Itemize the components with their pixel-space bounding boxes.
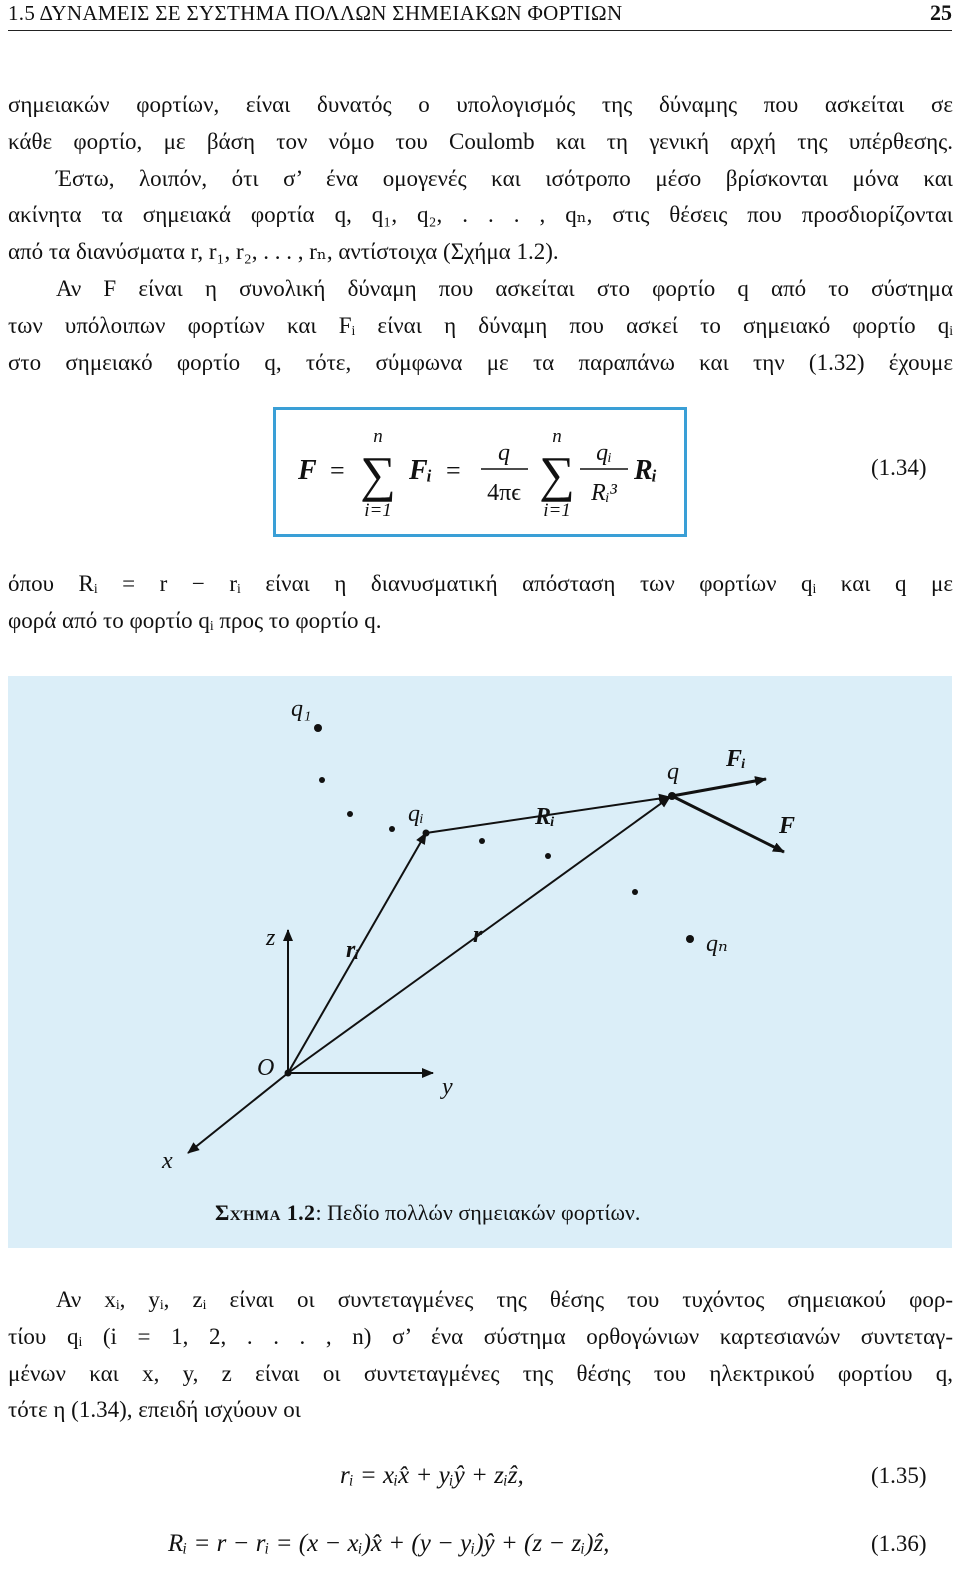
charge-dot (479, 838, 485, 844)
text-line: από τα διανύσματα r, r₁, r₂, . . . , rₙ, αντίστοιχα (Σχήμα 1.2). (8, 239, 559, 265)
eq-Fi: Fᵢ (409, 455, 433, 486)
page-number: 25 (930, 0, 952, 25)
label-Fi: Fᵢ (726, 746, 747, 772)
figure-1-2 (8, 676, 952, 1248)
text-line: τίου qᵢ (i = 1, 2, . . . , n) σ’ ένα σύστημα ορθογώνιων καρτεσιανών συντεταγ- (8, 1323, 953, 1349)
charge-q-dot (668, 792, 676, 800)
sum-bottom: i=1 (364, 500, 392, 521)
label-ri: rᵢ (346, 937, 360, 963)
sum-bottom-2: i=1 (543, 500, 571, 521)
vector-Fi (672, 779, 766, 796)
equation-number-1-36: (1.36) (871, 1531, 927, 1556)
equation-1-34 (276, 410, 684, 534)
figure-caption (215, 1200, 640, 1226)
sum-top-2: n (552, 426, 562, 447)
text-line: Αν xᵢ, yᵢ, zᵢ είναι οι συντεταγμένες της θέσης του τυχόντος σημειακού φορ- (56, 1287, 953, 1312)
equation-number-1-35: (1.35) (871, 1463, 927, 1488)
text-line: Αν F είναι η συνολική δύναμη που ασκείται στο φορτίο q από το σύστημα (56, 275, 953, 301)
section-title: 1.5 ΔΥΝΑΜΕΙΣ ΣΕ ΣΥΣΤΗΜΑ ΠΟΛΛΩΝ ΣΗΜΕΙΑΚΩΝ ΦΟΡΤΙΩΝ (8, 1, 623, 25)
label-Ri: Rᵢ (535, 804, 556, 830)
charge-dot (632, 889, 638, 895)
label-F: F (779, 813, 796, 839)
label-q1: q₁ (291, 696, 312, 722)
text-line: στο σημειακό φορτίο q, τότε, σύμφωνα με τα παραπάνω και την (1.32) έχουμε (8, 349, 953, 375)
charge-qi-dot (423, 830, 430, 837)
caption-label: Σχήμα 1.2 (215, 1200, 316, 1225)
eq-Ri: Rᵢ (634, 455, 658, 486)
paragraph-intro (8, 87, 953, 381)
sum-top: n (373, 426, 383, 447)
text-line: όπου Rᵢ = r − rᵢ είναι η διανυσματική απόσταση των φορτίων qᵢ και q με (8, 571, 953, 596)
label-O: O (257, 1055, 275, 1081)
label-y: y (442, 1074, 453, 1100)
text-line: ακίνητα τα σημειακά φορτία q, q₁, q₂, . . . , qₙ, στις θέσεις που προσδιορίζονται (8, 202, 953, 228)
text-line: κάθε φορτίο, με βάση τον νόμο του Coulomb και τη γενική αρχή της υπέρθεσης. (8, 128, 953, 154)
running-header (8, 0, 952, 31)
sum-sign: ∑ (360, 446, 396, 502)
equation-1-36: Rᵢ = r − rᵢ = (x − xᵢ)x̂ + (y − yᵢ)ŷ + (z − zᵢ)ẑ, (168, 1530, 610, 1557)
text-line: τότε η (1.34), επειδή ισχύουν οι (8, 1397, 301, 1423)
text-line: φορά από το φορτίο qᵢ προς το φορτίο q. (8, 607, 382, 633)
label-x: x (162, 1148, 173, 1174)
frac2-numerator: qᵢ (596, 440, 612, 466)
equation-1-35: rᵢ = xᵢx̂ + yᵢŷ + zᵢẑ, (340, 1462, 524, 1489)
paragraph-definition (8, 566, 953, 640)
frac-denominator: 4πϵ (487, 480, 521, 506)
x-axis (188, 1073, 288, 1153)
label-qi: qᵢ (408, 801, 424, 827)
vector-F (672, 796, 784, 852)
label-qn: qₙ (706, 931, 728, 957)
text-line: μένων και x, y, z είναι οι συντεταγμένες της θέσης του ηλεκτρικού φορτίου q, (8, 1360, 953, 1386)
text-line: Έστω, λοιπόν, ότι σ’ ένα ομογενές και ισότροπο μέσο βρίσκονται μόνα και (56, 165, 953, 191)
equation-number-1-34: (1.34) (871, 455, 927, 480)
label-q: q (667, 759, 679, 785)
frac-numerator: q (498, 440, 510, 466)
origin-dot (285, 1070, 292, 1077)
label-z: z (266, 925, 276, 951)
label-r: r (473, 922, 483, 948)
text-line: των υπόλοιπων φορτίων και Fᵢ είναι η δύναμη που ασκεί το σημειακό φορτίο qᵢ (8, 312, 953, 338)
charge-dot (389, 826, 395, 832)
paragraph-coordinates (8, 1282, 953, 1429)
sum-sign-2: ∑ (539, 446, 575, 502)
equation-box-1-34 (273, 407, 687, 537)
text-line: σημειακών φορτίων, είναι δυνατός ο υπολογισμός της δύναμης που ασκείται σε (8, 92, 953, 117)
charge-dot (347, 811, 353, 817)
eq-equals: = (330, 456, 345, 485)
caption-text: : Πεδίο πολλών σημειακών φορτίων. (315, 1200, 641, 1225)
charge-dot (545, 853, 551, 859)
frac2-denominator: Rᵢ³ (591, 480, 617, 506)
eq-equals-2: = (446, 456, 461, 485)
charge-q1-dot (314, 724, 322, 732)
eq-F: F (298, 455, 317, 486)
charge-field-diagram (8, 676, 952, 1248)
charge-qn-dot (686, 935, 694, 943)
charge-dot (319, 777, 325, 783)
